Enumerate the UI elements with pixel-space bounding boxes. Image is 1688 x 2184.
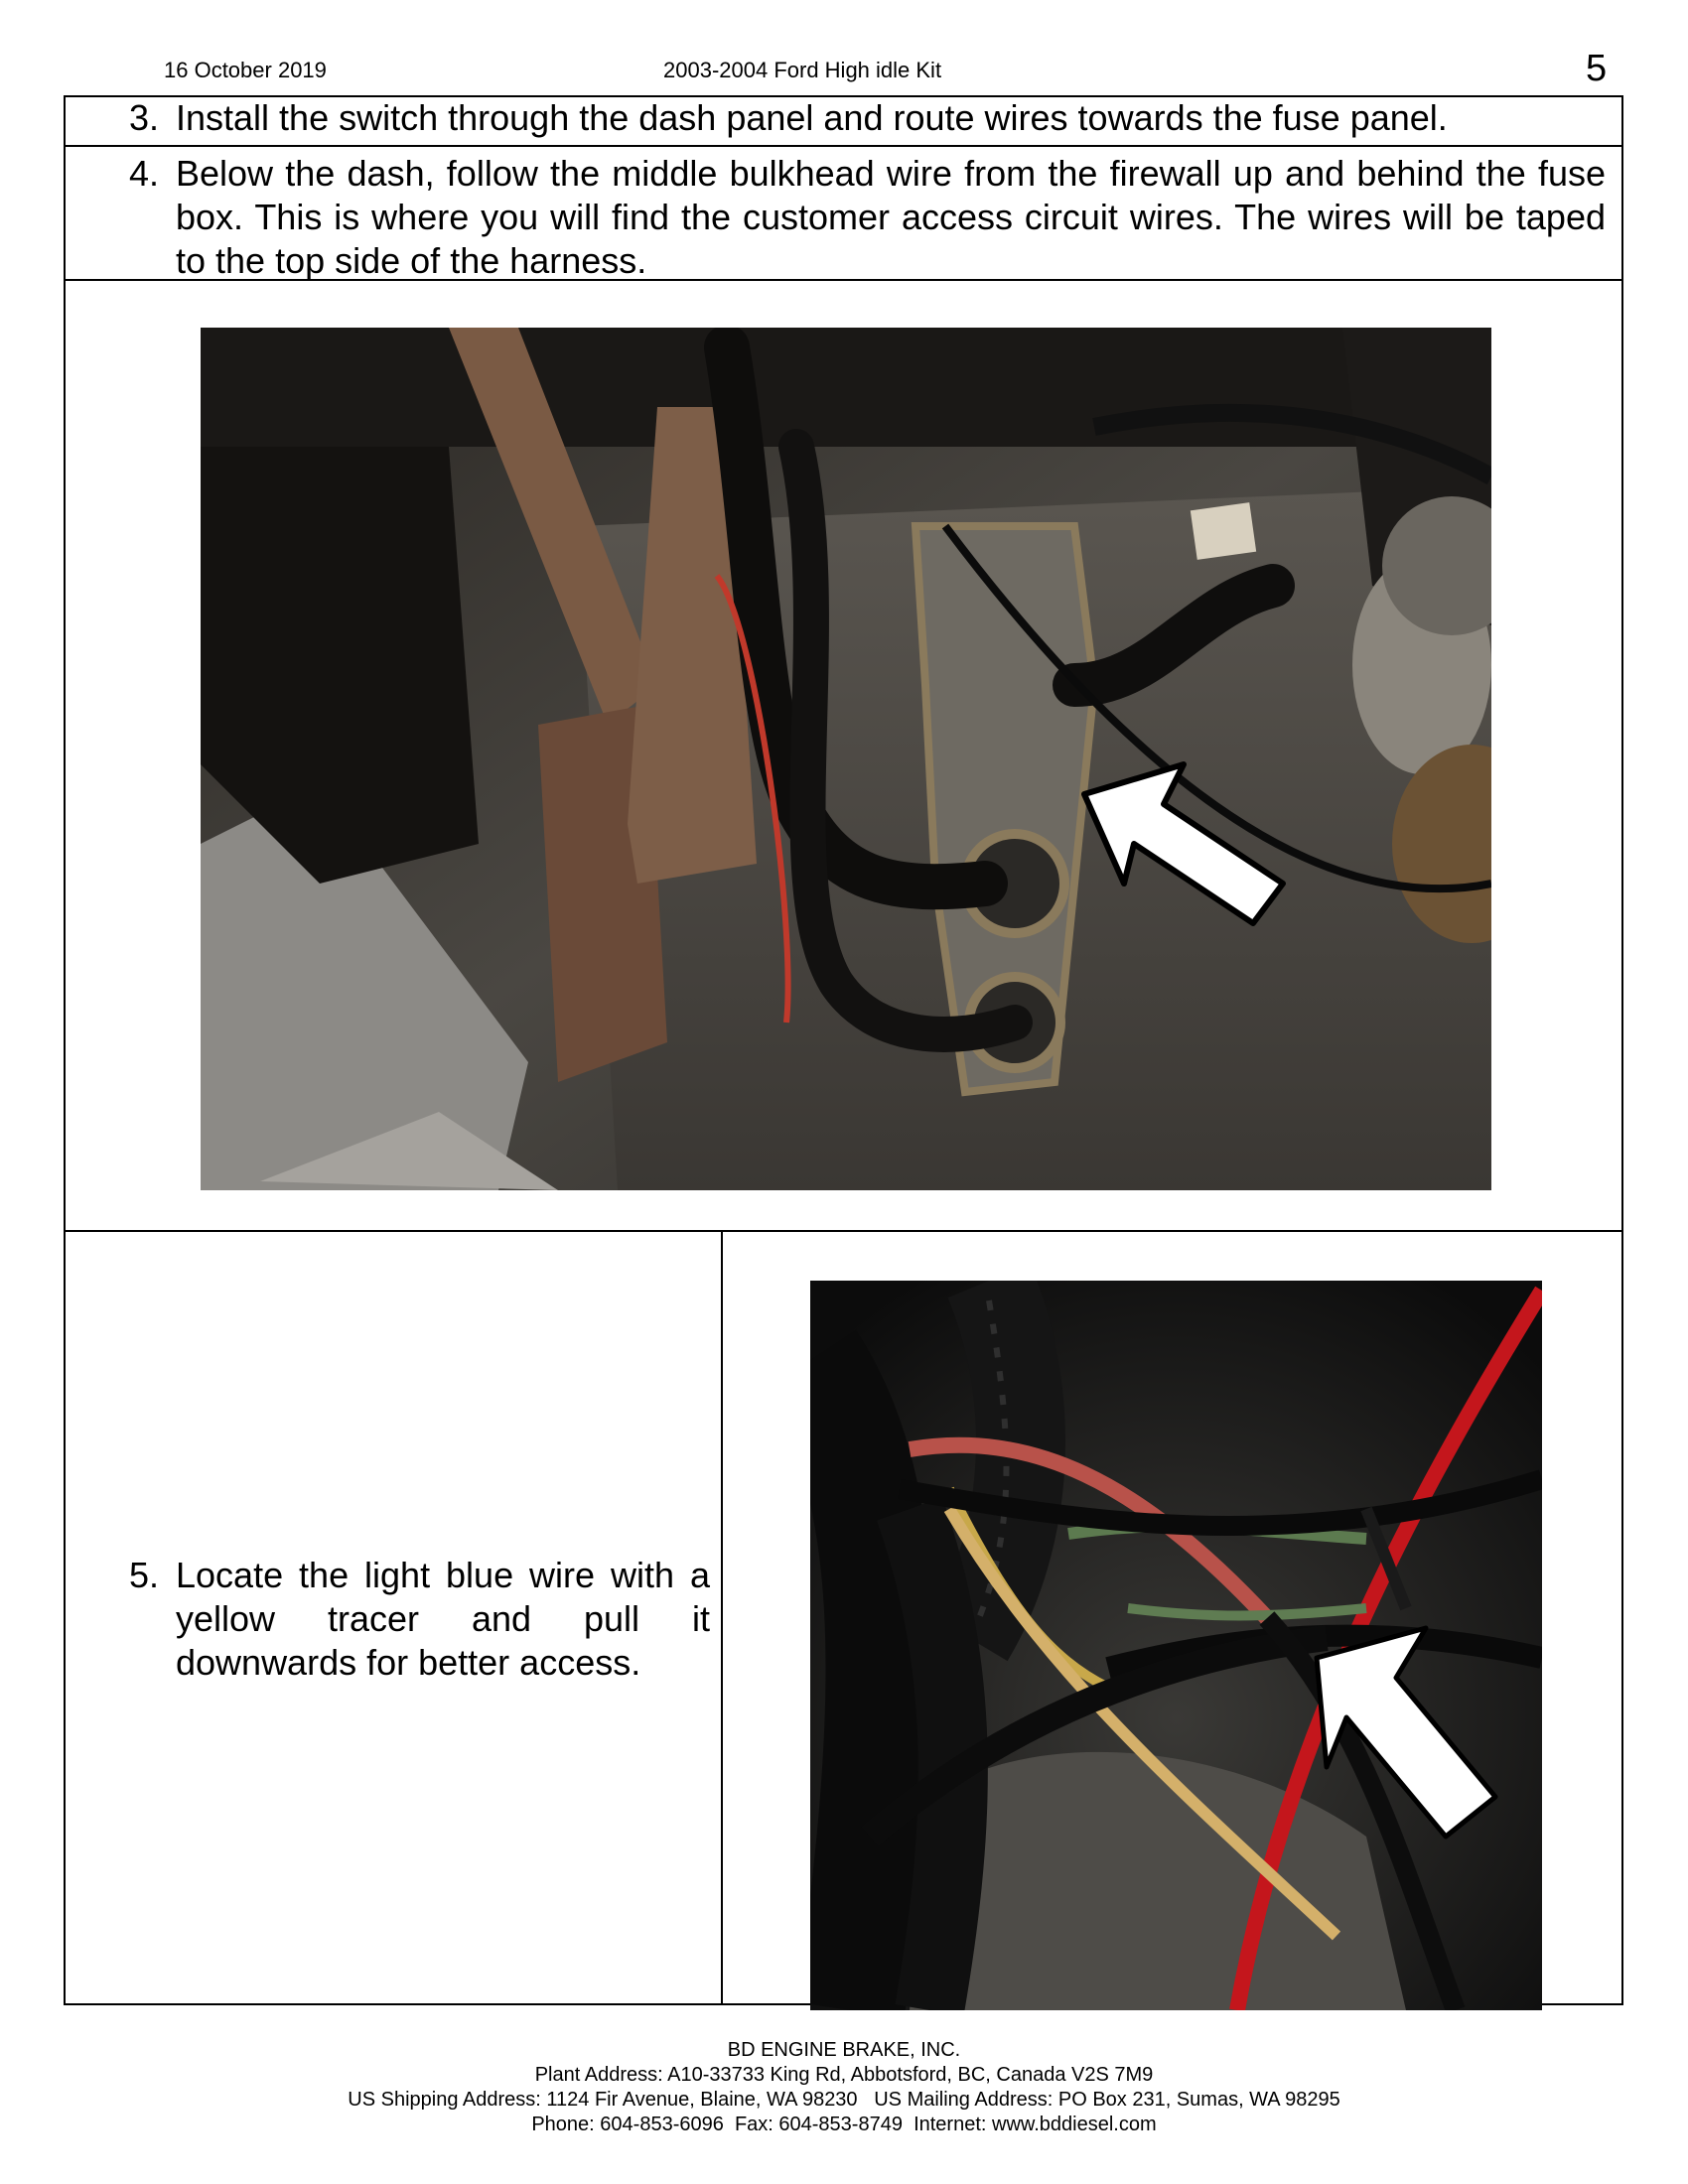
header-title: 2003-2004 Ford High idle Kit [663,58,942,82]
header-date: 16 October 2019 [164,58,327,82]
step-number: 4. [129,153,160,194]
step-number: 5. [129,1555,160,1595]
footer-contact: Phone: 604-853-6096 Fax: 604-853-8749 Internet: www.bddiesel.com [531,2114,1157,2135]
step-text: Below the dash, follow the middle bulkhead wire from the firewall up and behind the fuse box. This is where you will find the customer access circuit wires. The wires will be taped to the top side of the harness. [176,153,1606,281]
light-blue-wire-photo [810,1281,1542,2010]
column-divider [721,1230,723,2005]
bulkhead-wire-photo [201,328,1491,1190]
page-number: 5 [1586,48,1608,89]
step-text: Install the switch through the dash panel and route wires towards the fuse panel. [176,97,1448,138]
step-number: 3. [129,97,160,138]
footer-shipping-mailing: US Shipping Address: 1124 Fir Avenue, Blaine, WA 98230 US Mailing Address: PO Box 231, Sumas, WA 98295 [348,2089,1340,2111]
footer-company: BD ENGINE BRAKE, INC. [727,2039,961,2061]
step-text: Locate the light blue wire with a yellow tracer and pull it downwards for better access. [176,1555,710,1683]
footer-plant-address: Plant Address: A10-33733 King Rd, Abbotsford, BC, Canada V2S 7M9 [534,2064,1154,2086]
footer [0,2038,1688,2137]
